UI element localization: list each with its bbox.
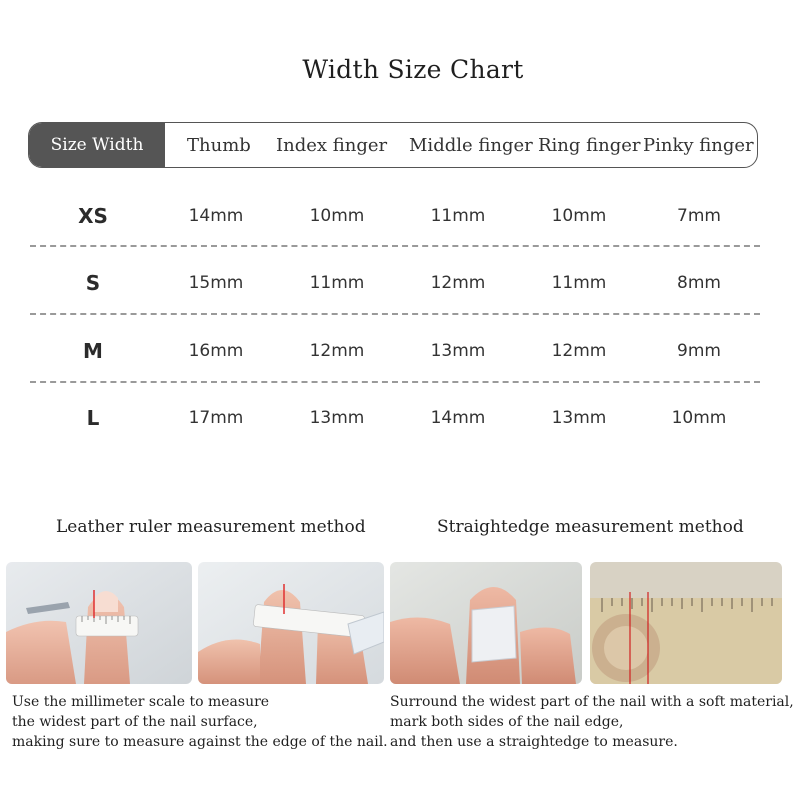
table-cell: 13mm xyxy=(551,408,607,428)
size-label: S xyxy=(85,271,101,295)
caption-line: Use the millimeter scale to measure xyxy=(12,694,270,710)
row-divider xyxy=(30,313,760,315)
table-cell: 8mm xyxy=(677,273,721,293)
table-cell: 12mm xyxy=(551,341,607,361)
table-row xyxy=(0,265,800,305)
row-divider xyxy=(30,245,760,247)
straightedge-photo-2 xyxy=(590,562,782,684)
size-label: XS xyxy=(78,204,108,228)
table-cell: 14mm xyxy=(188,206,244,226)
caption-line: and then use a straightedge to measure. xyxy=(390,734,678,750)
header-pinky-finger: Pinky finger xyxy=(643,134,754,156)
table-cell: 10mm xyxy=(671,408,727,428)
table-cell: 12mm xyxy=(430,273,486,293)
leather-method-caption xyxy=(12,692,388,752)
table-cell: 9mm xyxy=(677,341,721,361)
header-middle-finger: Middle finger xyxy=(409,134,533,156)
table-cell: 16mm xyxy=(188,341,244,361)
table-cell: 17mm xyxy=(188,408,244,428)
table-cell: 7mm xyxy=(677,206,721,226)
header-thumb: Thumb xyxy=(187,134,251,156)
leather-method-title: Leather ruler measurement method xyxy=(56,517,366,537)
size-label: L xyxy=(86,406,100,430)
header-index-finger: Index finger xyxy=(276,134,388,156)
caption-line: Surround the widest part of the nail with a soft material, xyxy=(390,694,794,710)
table-cell: 13mm xyxy=(430,341,486,361)
leather-ruler-photo-2 xyxy=(198,562,384,684)
page-title: Width Size Chart xyxy=(302,55,524,84)
caption-line: mark both sides of the nail edge, xyxy=(390,714,624,730)
table-cell: 15mm xyxy=(188,273,244,293)
straightedge-method-caption xyxy=(390,692,794,752)
table-cell: 10mm xyxy=(551,206,607,226)
size-table-header xyxy=(28,122,758,168)
table-row xyxy=(0,333,800,373)
table-cell: 14mm xyxy=(430,408,486,428)
table-cell: 11mm xyxy=(309,273,365,293)
header-ring-finger: Ring finger xyxy=(538,134,641,156)
leather-ruler-photo-1 xyxy=(6,562,192,684)
table-cell: 10mm xyxy=(309,206,365,226)
header-size-width: Size Width xyxy=(29,123,165,167)
caption-line: the widest part of the nail surface, xyxy=(12,714,258,730)
caption-line: making sure to measure against the edge of the nail. xyxy=(12,734,388,750)
table-cell: 11mm xyxy=(551,273,607,293)
table-cell: 13mm xyxy=(309,408,365,428)
table-cell: 12mm xyxy=(309,341,365,361)
row-divider xyxy=(30,381,760,383)
table-row xyxy=(0,198,800,238)
straightedge-photo-1 xyxy=(390,562,582,684)
table-cell: 11mm xyxy=(430,206,486,226)
size-label: M xyxy=(83,339,103,363)
straightedge-method-title: Straightedge measurement method xyxy=(437,517,744,537)
table-row xyxy=(0,400,800,440)
